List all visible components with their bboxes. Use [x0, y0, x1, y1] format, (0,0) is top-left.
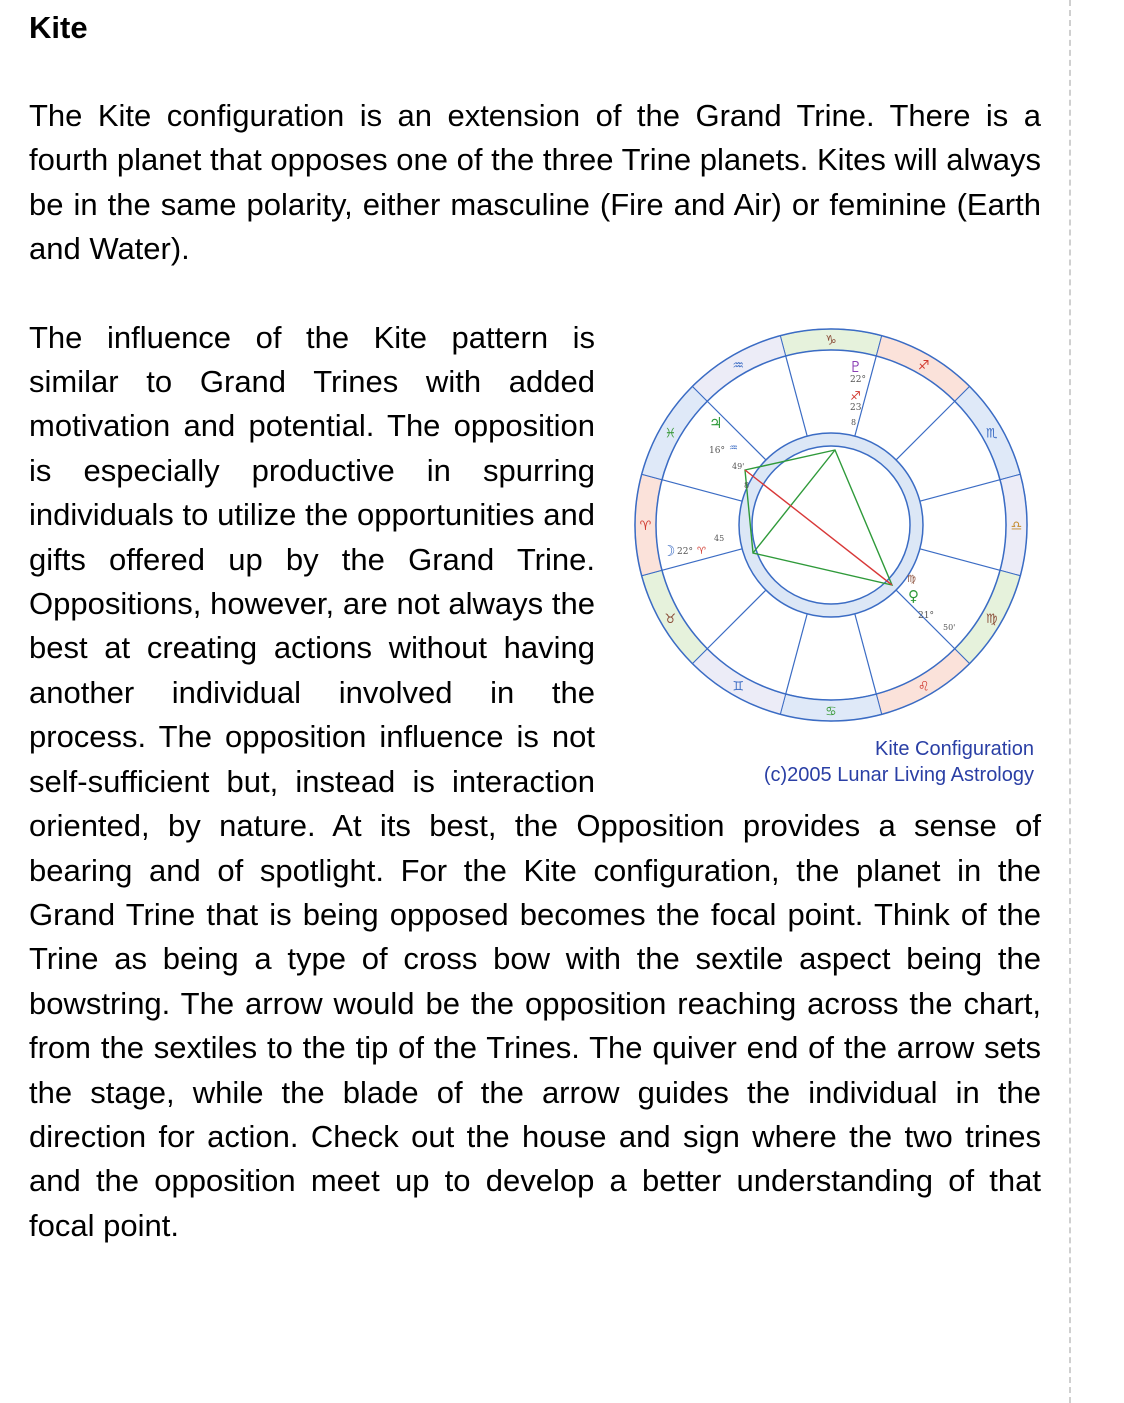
venus-icon: ♀	[908, 586, 919, 605]
paragraph-influence-block	[29, 316, 1041, 1249]
taurus-icon: ♉	[664, 611, 677, 627]
cancer-icon: ♋	[825, 704, 837, 720]
planet-degree-west: 22°	[677, 546, 693, 557]
planet-minutes-left: 49'	[732, 461, 745, 471]
libra-icon: ♎	[1010, 518, 1023, 534]
pisces-icon: ♓	[664, 425, 677, 441]
planet-mark-top: 8	[851, 417, 857, 427]
virgo-icon: ♍	[985, 611, 998, 627]
sagittarius-icon: ♐	[917, 357, 930, 373]
planet-minutes-top: 23	[850, 402, 862, 413]
planet-minutes-west: 45	[714, 533, 725, 543]
article-title: Kite	[29, 10, 88, 45]
aries-small-icon: ♈	[697, 545, 706, 557]
paragraph-intro: The Kite configuration is an extension of the Grand Trine. There is a fourth planet that opposes one of the three Trine planets. Kites will always be in the same polarity, either masculine (Fire and Air) or feminine (Earth and Water).	[29, 98, 1041, 267]
planet-mark-left: 8	[744, 480, 750, 490]
kite-chart-figure	[621, 316, 1041, 804]
caption-title: Kite Configuration	[875, 737, 1034, 760]
paragraph-influence: The influence of the Kite pattern is similar to Grand Trines with added motivation and potential. The opposition is especially productive in spurring individuals to utilize the opportunities and gifts offered up by the Grand Trine. Oppositions, however, are not always the best at creating actions without having another individual involved in the process. The opposition influence is not self-sufficient but, instead is interaction oriented, by nature. At its best, the Opposition provides a sense of bearing and of spotlight. For the Kite configuration, the planet in the Grand Trine that is being opposed becomes the focal point. Think of the Trine as being a type of cross bow with the sextile aspect being the bowstring. The arrow would be the opposition reaching across the chart, from the sextiles to the tip of the Trines. The quiver end of the arrow sets the stage, while the blade of the arrow guides the individual in the direction for action. Check out the house and sign where the two trines and the opposition meet up to develop a better understanding of that focal point.	[29, 319, 1041, 1243]
caption-copyright: (c)2005 Lunar Living Astrology	[763, 763, 1034, 786]
aquarius-icon: ♒	[732, 357, 745, 373]
moon-icon: ☽	[662, 541, 676, 560]
planet-degree-right: 21°	[918, 610, 934, 621]
virgo-small-icon: ♍	[907, 573, 916, 585]
kite-chart	[626, 320, 1036, 730]
article	[29, 8, 1041, 1248]
planet-minutes-right: 50'	[943, 622, 956, 632]
sagittarius-small-icon: ♐	[850, 388, 861, 403]
pluto-icon: ♇	[849, 357, 863, 376]
jupiter-icon: ♃	[709, 413, 723, 432]
planet-degree-left: 16°	[709, 445, 725, 456]
capricorn-icon: ♑	[825, 333, 837, 349]
gemini-icon: ♊	[732, 679, 745, 695]
leo-icon: ♌	[917, 679, 930, 695]
page-divider	[1069, 0, 1071, 1403]
figure-caption	[764, 736, 1034, 788]
aquarius-small-icon: ♒	[729, 442, 738, 454]
scorpio-icon: ♏	[985, 425, 998, 441]
aries-icon: ♈	[639, 518, 652, 534]
planet-degree-top: 22°	[850, 374, 866, 385]
